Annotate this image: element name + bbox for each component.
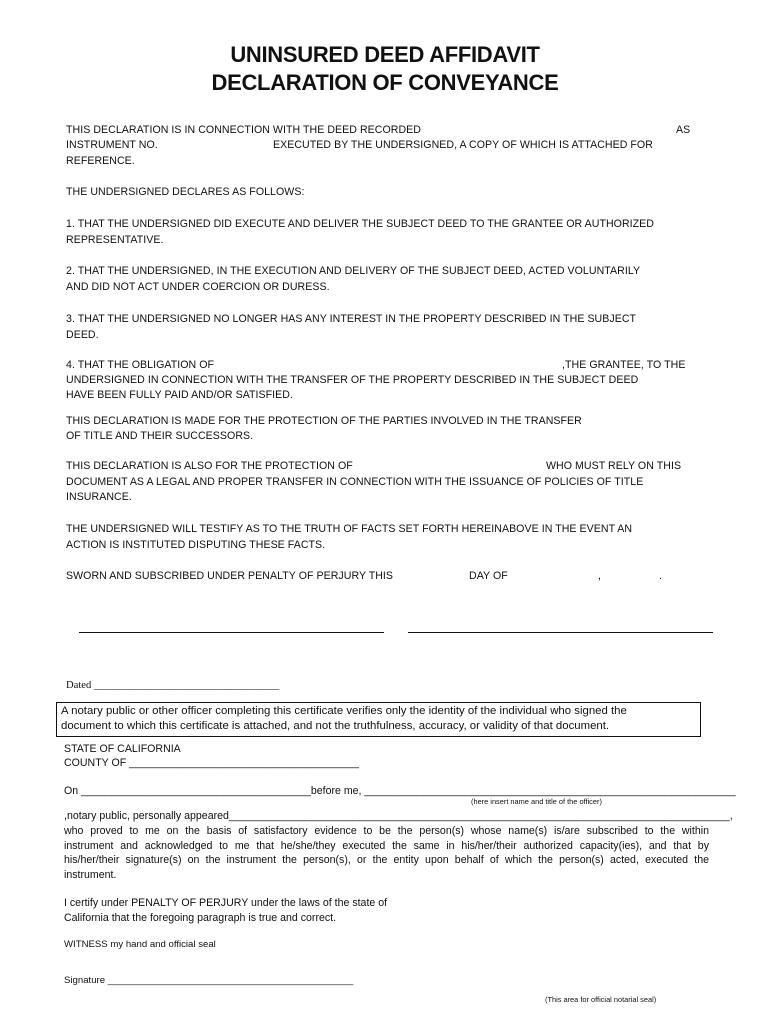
item-4-line-1b: ,THE GRANTEE, TO THE: [562, 359, 686, 371]
intro-line-1: THIS DECLARATION IS IN CONNECTION WITH THE DEED RECORDED: [66, 124, 421, 136]
notary-signature-field[interactable]: Signature ______________________________________________: [64, 975, 354, 986]
intro-as: AS: [676, 124, 691, 136]
item-2-line-1: 2. THAT THE UNDERSIGNED, IN THE EXECUTION AND DELIVERY OF THE SUBJECT DEED, ACTED VOLUNTARILY: [66, 265, 641, 277]
sworn-period: .: [659, 570, 662, 582]
item-1-line-2: REPRESENTATIVE.: [66, 234, 164, 246]
item-4-line-2: UNDERSIGNED IN CONNECTION WITH THE TRANSFER OF THE PROPERTY DESCRIBED IN THE SUBJECT DEED: [66, 374, 639, 386]
instrument-no-label: INSTRUMENT NO.: [66, 139, 158, 151]
declarant-signature-line-left[interactable]: [79, 632, 384, 633]
proof-paragraph-line-2: instrument and acknowledged to me that he/she/they executed the same in his/her/their authorized capacity(ies), and that by: [64, 840, 709, 852]
proof-paragraph-line-4: instrument.: [64, 869, 117, 881]
item-1-line-1: 1. THAT THE UNDERSIGNED DID EXECUTE AND DELIVER THE SUBJECT DEED TO THE GRANTEE OR AUTHORIZED: [66, 218, 655, 230]
protection-1-line-1: THIS DECLARATION IS MADE FOR THE PROTECTION OF THE PARTIES INVOLVED IN THE TRANSFER: [66, 415, 582, 427]
intro-line-3: REFERENCE.: [66, 155, 135, 167]
county-field[interactable]: COUNTY OF _______________________________________: [64, 757, 359, 769]
item-4-line-3: HAVE BEEN FULLY PAID AND/OR SATISFIED.: [66, 389, 293, 401]
sworn-day-of: DAY OF: [469, 570, 508, 582]
item-2-line-2: AND DID NOT ACT UNDER COERCION OR DURESS.: [66, 281, 330, 293]
protection-2-line-3: INSURANCE.: [66, 491, 132, 503]
notice-line-2: document to which this certificate is attached, and not the truthfulness, accuracy, or validity of that document.: [61, 720, 610, 732]
testify-line-2: ACTION IS INSTITUTED DISPUTING THESE FACTS.: [66, 539, 326, 551]
on-date-before-me-field[interactable]: On _______________________________________before me, _______________________________________________________________: [64, 785, 736, 797]
intro-line-2: EXECUTED BY THE UNDERSIGNED, A COPY OF WHICH IS ATTACHED FOR: [273, 139, 653, 151]
testify-line-1: THE UNDERSIGNED WILL TESTIFY AS TO THE TRUTH OF FACTS SET FORTH HEREINABOVE IN THE EVENT AN: [66, 523, 633, 535]
notarial-seal-area-label: (This area for official notarial seal): [545, 995, 657, 1004]
proof-paragraph-line-1: who proved to me on the basis of satisfactory evidence to be the person(s) whose name(s) is/are subscribed to the within: [64, 825, 709, 837]
declarant-signature-line-right[interactable]: [408, 632, 713, 633]
state-label: STATE OF CALIFORNIA: [64, 743, 181, 755]
document-title: UNINSURED DEED AFFIDAVIT: [230, 42, 540, 67]
notary-notice-box: [56, 702, 701, 737]
sworn-text: SWORN AND SUBSCRIBED UNDER PENALTY OF PERJURY THIS: [66, 570, 394, 582]
protection-2-line-1a: THIS DECLARATION IS ALSO FOR THE PROTECTION OF: [66, 460, 353, 472]
officer-insert-note: (here insert name and title of the officer): [471, 797, 602, 806]
dated-field[interactable]: Dated ___________________________________: [66, 680, 280, 691]
protection-2-line-1b: WHO MUST RELY ON THIS: [546, 460, 682, 472]
protection-2-line-2: DOCUMENT AS A LEGAL AND PROPER TRANSFER IN CONNECTION WITH THE ISSUANCE OF POLICIES OF TITLE: [66, 476, 644, 488]
document-subtitle: DECLARATION OF CONVEYANCE: [211, 70, 559, 95]
item-4-line-1a: 4. THAT THE OBLIGATION OF: [66, 359, 215, 371]
item-3-line-2: DEED.: [66, 329, 99, 341]
sworn-comma: ,: [598, 570, 601, 582]
protection-1-line-2: OF TITLE AND THEIR SUCCESSORS.: [66, 430, 254, 442]
certify-line-2: California that the foregoing paragraph is true and correct.: [64, 912, 337, 924]
witness-line: WITNESS my hand and official seal: [64, 939, 216, 950]
declares-heading: THE UNDERSIGNED DECLARES AS FOLLOWS:: [66, 186, 305, 198]
notice-line-1: A notary public or other officer completing this certificate verifies only the identity of the individual who signed the: [61, 705, 627, 717]
proof-paragraph-line-3: his/her/their signature(s) on the instrument the person(s), or the entity upon behalf of which the person(s) acted, executed the: [64, 854, 709, 866]
certify-line-1: I certify under PENALTY OF PERJURY under the laws of the state of: [64, 897, 388, 909]
item-3-line-1: 3. THAT THE UNDERSIGNED NO LONGER HAS ANY INTEREST IN THE PROPERTY DESCRIBED IN THE SUBJECT: [66, 313, 637, 325]
personally-appeared-field[interactable]: ,notary public, personally appeared_____________________________________________________________________________________,: [64, 810, 733, 822]
